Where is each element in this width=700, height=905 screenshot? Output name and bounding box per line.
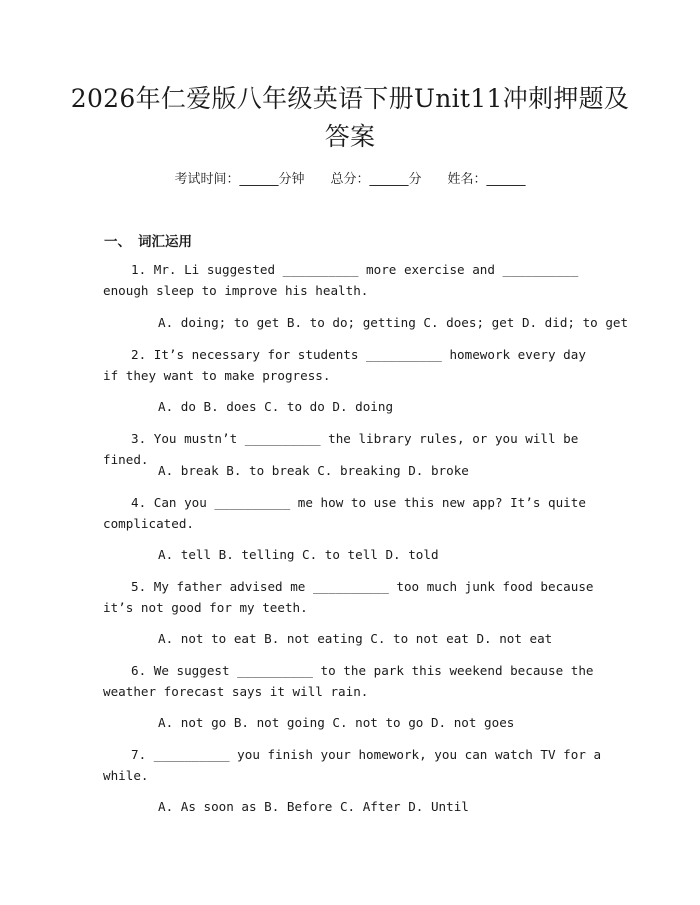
question-4-options: A. tell B. telling C. to tell D. told — [158, 547, 439, 562]
question-3-options: A. break B. to break C. breaking D. broke — [158, 463, 469, 478]
question-7-options: A. As soon as B. Before C. After D. Until — [158, 799, 469, 814]
question-4: 4. Can you __________ me how to use this new app? It’s quite complicated. — [103, 495, 586, 531]
question-6: 6. We suggest __________ to the park this weekend because the weather forecast says it will rain. — [103, 663, 594, 699]
question-2: 2. It’s necessary for students __________ homework every day if they want to make progress. — [103, 347, 586, 383]
question-5: 5. My father advised me __________ too much junk food because it’s not good for my teeth. — [103, 579, 594, 615]
student-name-field: 姓名：______ — [447, 172, 526, 187]
question-2-options: A. do B. does C. to do D. doing — [158, 399, 394, 414]
question-1-options: A. doing; to get B. to do; getting C. does; get D. did; to get — [158, 315, 629, 330]
exam-time-field: 考试时间：______分钟 — [174, 172, 305, 187]
question-7: 7. __________ you finish your homework, you can watch TV for a while. — [103, 747, 602, 783]
total-score-field: 总分：______分 — [330, 172, 422, 187]
question-5-options: A. not to eat B. not eating C. to not eat D. not eat — [158, 631, 553, 646]
question-1: 1. Mr. Li suggested __________ more exercise and __________ enough sleep to improve his health. — [103, 262, 579, 298]
section-title: 词汇运用 — [138, 234, 192, 250]
section-heading — [104, 230, 192, 250]
question-3: 3. You mustn’t __________ the library rules, or you will be fined. — [103, 431, 579, 467]
section-number: 一、 — [104, 234, 131, 250]
question-6-options: A. not go B. not going C. not to go D. not goes — [158, 715, 515, 730]
document-title: 2026年仁爱版八年级英语下册Unit11冲刺押题及答案 — [70, 84, 630, 151]
exam-info-line — [0, 168, 700, 187]
